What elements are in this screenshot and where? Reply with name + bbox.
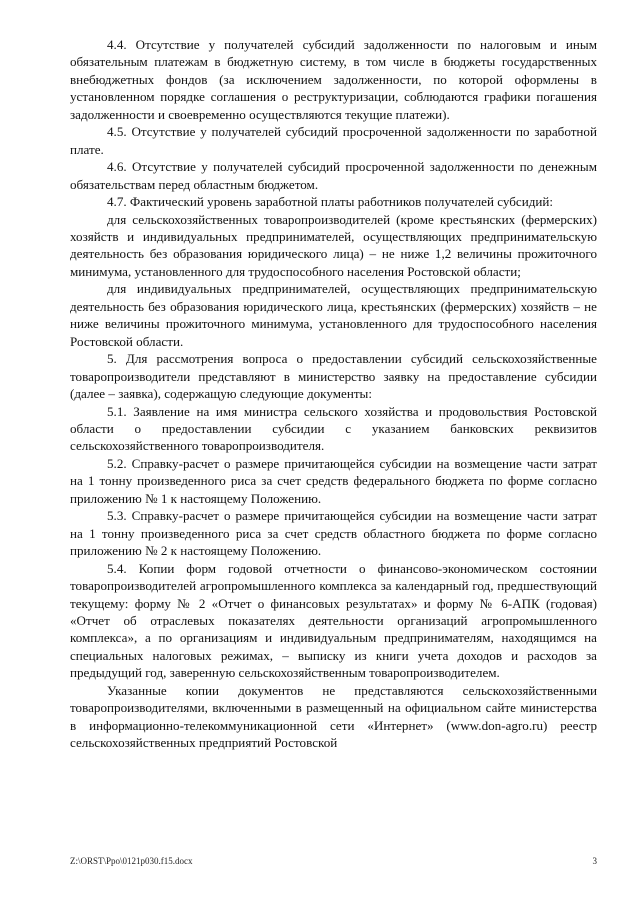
paragraph-5: 5. Для рассмотрения вопроса о предоставлении субсидий сельскохозяйственные товаропроизводители представляют в министерство заявку на предоставление субсидии (далее – заявка), содержащую следующие документы: (70, 351, 597, 402)
paragraph-5-3: 5.3. Справку-расчет о размере причитающейся субсидии на возмещение части затрат на 1 тонну произведенного риса за счет средств областного бюджета по форме согласно приложению № 2 к настоящему Положению. (70, 508, 597, 559)
paragraph-4-4: 4.4. Отсутствие у получателей субсидий задолженности по налоговым и иным обязательным платежам в бюджетную систему, в том числе в бюджеты государственных внебюджетных фондов (за исключением задолженности, по которой оформлены в установленном порядке соглашения о реструктуризации, соблюдаются графики погашения задолженности и своевременно осуществляются текущие платежи). (70, 37, 597, 122)
paragraph-4-7-individual-entrepreneurs: для индивидуальных предпринимателей, осуществляющих предпринимательскую деятельность без образования юридического лица, крестьянских (фермерских) хозяйств – не ниже величины прожиточного минимума, установленного для трудоспособного населения Ростовской области. (70, 281, 597, 349)
paragraph-4-7-agri-producers: для сельскохозяйственных товаропроизводителей (кроме крестьянских (фермерских) хозяйств и индивидуальных предпринимателей, осуществляющих предпринимательскую деятельность без образования юридического лица) – не ниже 1,2 величины прожиточного минимума, установленного для трудоспособного населения Ростовской области; (70, 211, 597, 279)
paragraph-4-7: 4.7. Фактический уровень заработной платы работников получателей субсидий: (107, 194, 554, 210)
paragraph-4-6: 4.6. Отсутствие у получателей субсидий просроченной задолженности по денежным обязательствам перед областным бюджетом. (70, 159, 597, 192)
paragraph-5-1: 5.1. Заявление на имя министра сельского хозяйства и продовольствия Ростовской области о предоставлении субсидии с указанием банковских реквизитов сельскохозяйственного товаропроизводителя. (70, 403, 597, 454)
document-body (70, 36, 597, 752)
paragraph-copies-note: Указанные копии документов не представляются сельскохозяйственными товаропроизводителями, включенными в размещенный на официальном сайте министерства в информационно-телекоммуникационной сети «Интернет» (www.don-agro.ru) реестр сельскохозяйственных предприятий Ростовской (70, 682, 597, 751)
paragraph-4-5: 4.5. Отсутствие у получателей субсидий просроченной задолженности по заработной плате. (70, 124, 597, 157)
page-number: 3 (592, 856, 597, 866)
paragraph-5-4: 5.4. Копии форм годовой отчетности о финансово-экономическом состоянии товаропроизводителей агропромышленного комплекса за календарный год, предшествующий текущему: форму № 2 «Отчет о финансовых результатах» и форму № 6-АПК (годовая) «Отчет об отраслевых показателях деятельности организаций агропромышленного комплекса», а по организациям и индивидуальным предпринимателям, находящимся на специальных налоговых режимах, – выписку из книги учета доходов и расходов за предыдущий год, заверенную сельскохозяйственным товаропроизводителем. (70, 560, 597, 681)
paragraph-5-2: 5.2. Справку-расчет о размере причитающейся субсидии на возмещение части затрат на 1 тонну произведенного риса за счет средств федерального бюджета по форме согласно приложению № 1 к настоящему Положению. (70, 455, 597, 506)
file-path: Z:\ORST\Ppo\0121p030.f15.docx (70, 856, 193, 866)
